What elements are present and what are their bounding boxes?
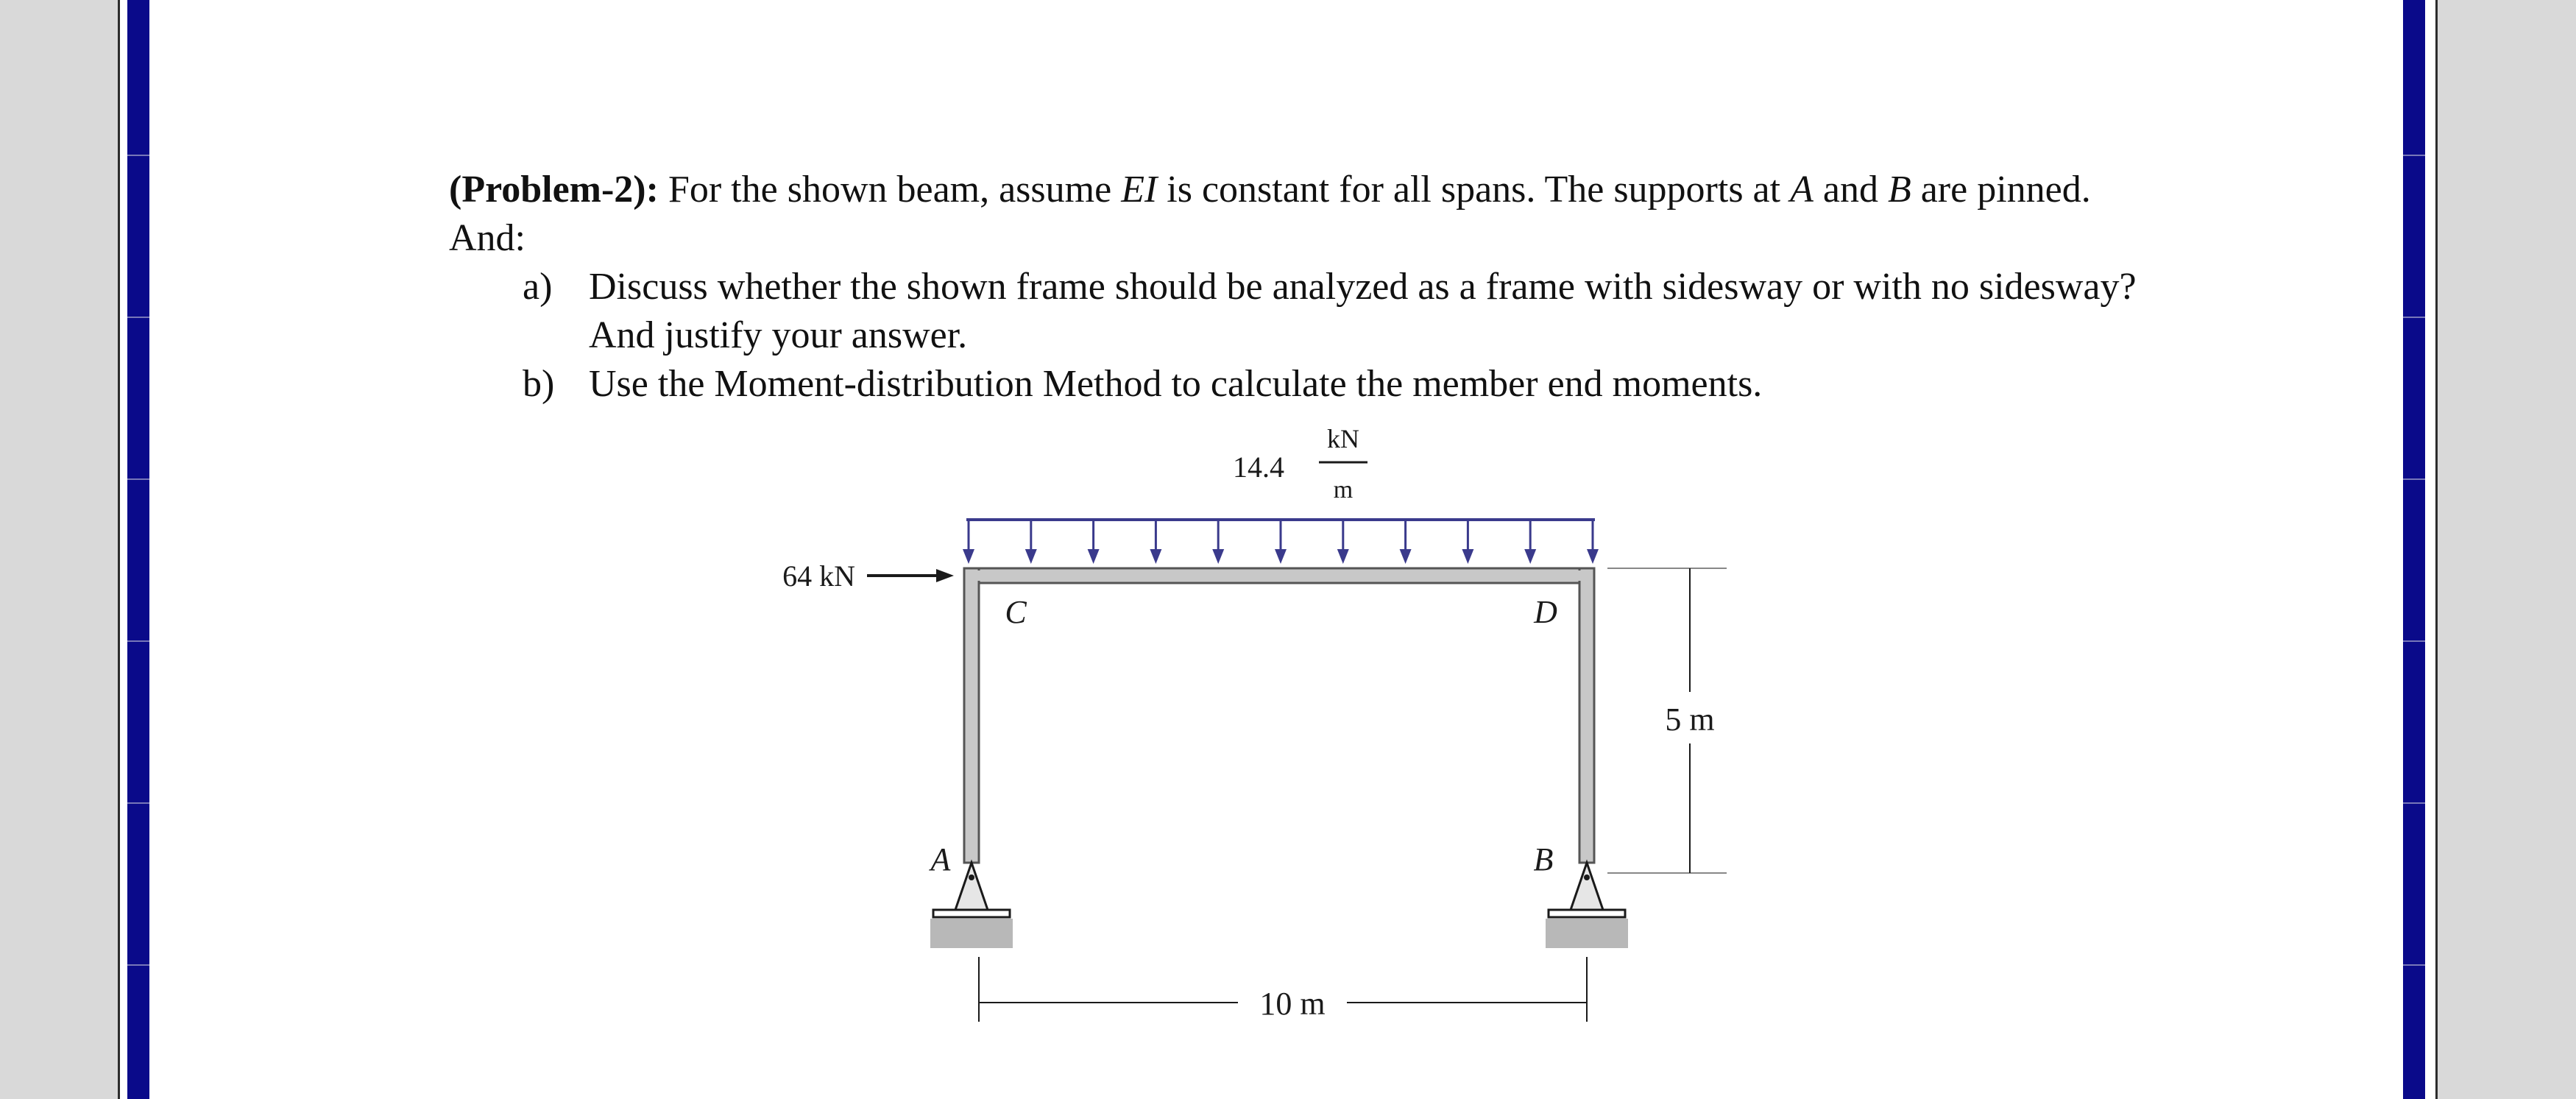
point-load-arrowhead: [936, 569, 954, 582]
load-arrowhead: [1150, 549, 1161, 564]
intro-support-b: B: [1887, 169, 1911, 211]
height-dimension-label: 5 m: [1665, 702, 1715, 738]
load-unit-numerator: kN: [1327, 424, 1359, 453]
support-b-label: B: [1533, 841, 1554, 877]
load-arrowhead: [1275, 549, 1287, 564]
item-text: Use the Moment-distribution Method to calculate the member end moments.: [589, 363, 1763, 405]
load-value: 14.4: [1233, 450, 1284, 484]
point-load-label: 64 kN: [782, 559, 855, 593]
load-arrowhead: [963, 549, 974, 564]
beam-fill: [966, 570, 1592, 581]
load-arrowhead: [1212, 549, 1224, 564]
support-a-ground: [930, 919, 1013, 948]
support-b-pin: [1584, 874, 1590, 880]
item-marker: a): [523, 266, 553, 308]
load-arrowhead: [1524, 549, 1536, 564]
support-b-plate: [1549, 910, 1625, 917]
load-arrowhead: [1462, 549, 1473, 564]
load-arrowhead: [1587, 549, 1599, 564]
item-text: Discuss whether the shown frame should be analyzed as a frame with sidesway or with no sidesway? And justify your answer.: [589, 266, 2137, 356]
support-a-plate: [933, 910, 1010, 917]
distributed-load: [963, 424, 1599, 564]
load-unit-denominator: m: [1333, 476, 1354, 503]
support-a-label: A: [930, 841, 951, 877]
span-dimension-label: 10 m: [1259, 986, 1326, 1022]
column-ac-fill: [966, 570, 977, 861]
problem-heading: (Problem-2):: [449, 169, 659, 211]
support-a-triangle: [955, 863, 988, 910]
load-arrowhead: [1337, 549, 1349, 564]
span-dimension: [979, 957, 1587, 1022]
intro-text: For the shown beam, assume: [658, 169, 1122, 211]
intro-support-a: A: [1790, 169, 1814, 211]
intro-text: are pinned. And:: [449, 169, 2091, 259]
load-arrowhead: [1088, 549, 1100, 564]
load-arrowhead: [1400, 549, 1412, 564]
intro-text: and: [1813, 169, 1888, 211]
joint-d-label: D: [1534, 594, 1557, 630]
height-dimension: [1607, 568, 1727, 873]
support-a-pin: [969, 874, 974, 880]
column-bd-fill: [1582, 570, 1592, 861]
item-marker: b): [523, 363, 555, 405]
intro-text: is constant for all spans. The supports at: [1157, 169, 1791, 211]
pin-support-b: [1546, 863, 1628, 948]
support-b-triangle: [1571, 863, 1603, 910]
frame-members: [964, 568, 1594, 863]
intro-ei: EI: [1121, 169, 1158, 211]
load-arrows: [963, 520, 1599, 564]
load-arrowhead: [1025, 549, 1037, 564]
point-load: [782, 559, 954, 593]
joint-c-label: C: [1005, 594, 1027, 630]
support-b-ground: [1546, 919, 1628, 948]
